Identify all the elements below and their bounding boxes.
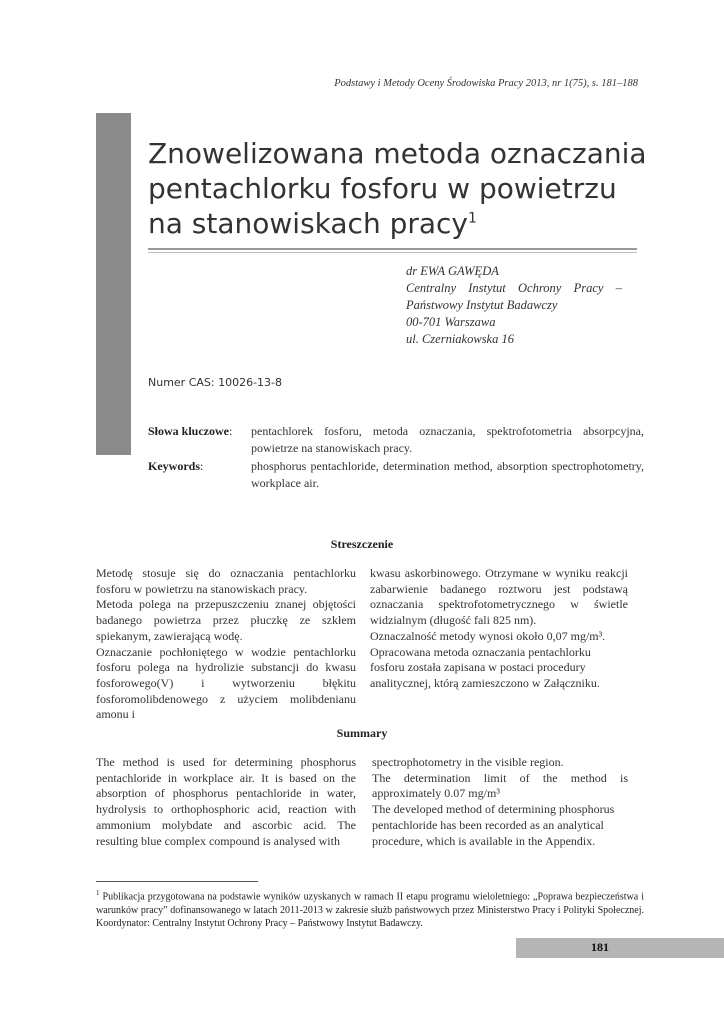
affil-word: Centralny xyxy=(406,281,456,295)
cas-number: Numer CAS: 10026-13-8 xyxy=(148,376,283,389)
summary-left-column xyxy=(96,755,356,849)
title-line-3: na stanowiskach pracy xyxy=(148,207,469,240)
paragraph: kwasu askorbinowego. Otrzymane w wyniku reakcji zabarwienie badanego roztworu jest podstawą oznaczania spektrofotometrycznego w świetle widzialnym (długość fali 825 nm). xyxy=(370,566,628,628)
footnote-mark: 1 xyxy=(96,889,100,897)
author-name: dr EWA GAWĘDA xyxy=(406,264,499,278)
title-line-1: Znowelizowana metoda oznaczania xyxy=(148,137,647,170)
title-footnote-mark: 1 xyxy=(468,210,477,227)
keywords-pl-label-text: Słowa kluczowe xyxy=(148,424,229,438)
summary-heading: Summary xyxy=(336,726,388,740)
keywords-en-label-text: Keywords xyxy=(148,459,200,473)
streszczenie-right-column xyxy=(370,566,628,692)
title-line-2: pentachlorku fosforu w powietrzu xyxy=(148,172,617,205)
paragraph: Opracowana metoda oznaczania pentachlorku fosforu została zapisana w postaci procedury analitycznej, którą zamieszczono w Załączniku. xyxy=(370,644,600,690)
paragraph: Metoda polega na przepuszczeniu znanej objętości badanego powietrza przez płuczkę ze szkłem spiekanym, zawierającą wodę. xyxy=(96,597,356,643)
author-block xyxy=(406,263,622,348)
footnote xyxy=(96,887,644,931)
title-underline-thin xyxy=(148,252,637,253)
paragraph: Oznaczalność metody wynosi około 0,07 mg/m³. xyxy=(370,628,606,643)
page-number: 181 xyxy=(591,940,609,954)
title-underline xyxy=(148,248,637,250)
title-side-bar xyxy=(96,113,131,455)
affil-word: – xyxy=(615,281,622,295)
article-title xyxy=(148,136,668,241)
keywords-pl-label xyxy=(148,424,232,439)
author-address-street: ul. Czerniakowska 16 xyxy=(406,332,514,346)
paragraph: The determination limit of the method is approximately 0.07 mg/m³ xyxy=(372,770,628,801)
keywords-en-colon: : xyxy=(200,459,204,473)
paragraph: Oznaczanie pochłoniętego w wodzie pentachlorku fosforu polega na hydrolizie substancji do kwasu fosforowego(V) i wytworzeniu błękitu fosforomolibdenowego z użyciem molibdenianu amonu i xyxy=(96,644,356,722)
paragraph: The method is used for determining phosphorus pentachloride in workplace air. It is based on the absorption of phosphorus pentachloride in water, hydrolysis to orthophosphoric acid, reaction with ammonium molybdate and ascorbic acid. The resulting blue complex compound is analysed with xyxy=(96,755,356,848)
paragraph: The developed method of determining phosphorus pentachloride has been recorded as an analytical procedure, which is available in the Appendix. xyxy=(372,802,615,848)
keywords-pl-text: pentachlorek fosforu, metoda oznaczania, spektrofotometria absorpcyjna, powietrze na stanowiskach pracy. xyxy=(251,424,644,455)
keywords-en-text: phosphorus pentachloride, determination method, absorption spectrophotometry, workplace air. xyxy=(251,459,644,490)
page-number-bar xyxy=(516,938,724,958)
author-affiliation-line-1 xyxy=(406,280,622,297)
streszczenie-heading: Streszczenie xyxy=(330,537,394,551)
affil-word: Ochrony xyxy=(518,281,562,295)
footnote-text: Publikacja przygotowana na podstawie wyników uzyskanych w ramach II etapu programu wieloletniego: „Poprawa bezpieczeństwa i warunków pracy” dofinansowanego w latach 2011-2013 w zakresie służb państwowych przez Ministerstwo Pracy i Polityki Społecznej. Koordynator: Centralny Instytut Ochrony Pracy – Państwowy Instytut Badawczy. xyxy=(96,891,644,930)
affil-word: Instytut xyxy=(468,281,506,295)
journal-citation: Podstawy i Metody Oceny Środowiska Pracy 2013, nr 1(75), s. 181–188 xyxy=(334,78,638,89)
affil-word: Pracy xyxy=(573,281,604,295)
summary-right-column xyxy=(372,755,628,849)
paragraph: Metodę stosuje się do oznaczania pentachlorku fosforu w powietrzu na stanowiskach pracy. xyxy=(96,566,356,596)
keywords-en-label xyxy=(148,459,203,474)
paragraph: spectrophotometry in the visible region. xyxy=(372,755,564,769)
streszczenie-left-column xyxy=(96,566,356,723)
author-affiliation-line-2: Państwowy Instytut Badawczy xyxy=(406,298,558,312)
author-address-city: 00-701 Warszawa xyxy=(406,315,496,329)
footnote-separator xyxy=(96,881,258,882)
keywords-pl-colon: : xyxy=(229,424,233,438)
